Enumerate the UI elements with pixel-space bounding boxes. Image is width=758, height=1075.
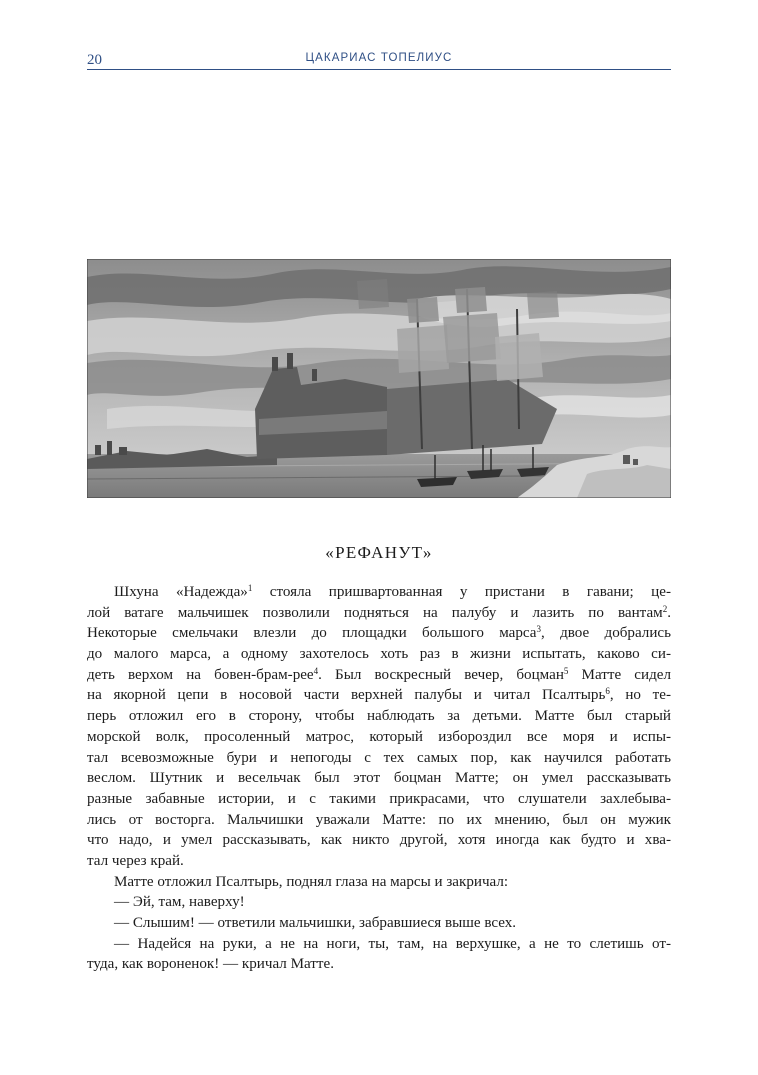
- sailing-ships-illustration: [87, 259, 671, 498]
- text-line: Шхуна «Надежда»$^1$ стояла пришвартованная у пристани в гавани; це-: [114, 583, 671, 600]
- text-line: разные забавные истории, и с такими прикрасами, что слушатели захлебыва-: [87, 790, 671, 807]
- page-number: 20: [87, 52, 102, 68]
- body-text: [87, 582, 671, 975]
- text-line: лой ватаге мальчишек позволили подняться на палубу и лазить по вантам$^2$.: [87, 603, 671, 621]
- text-line: тал всевозможные бури и непогоды с тех самых пор, как научился работать: [87, 749, 671, 766]
- text-line: что надо, и умел рассказывать, как никто другой, хотя иногда как будто и хва-: [87, 832, 671, 849]
- text-line: до малого марса, а одному захотелось хоть раз в жизни испытать, каково си-: [87, 646, 671, 663]
- text-line: Некоторые смельчаки влезли до площадки большого марса$^3$, двое добрались: [87, 624, 671, 642]
- text-line: деть верхом на бовен-брам-рее$^4$. Был воскресный вечер, боцман$^5$ Матте сидел: [87, 665, 671, 683]
- text-line: веслом. Шутник и весельчак был этот боцман Матте; он умел рассказывать: [87, 770, 671, 787]
- footnote-marker[interactable]: 3: [536, 624, 542, 635]
- text-line: — Надейся на руки, а не на ноги, ты, там, на верхушке, а не то слетишь от-: [114, 935, 671, 952]
- text-line: перь отложил его в сторону, чтобы наблюдать за детьми. Матте был старый: [87, 708, 671, 725]
- footnote-marker[interactable]: 5: [563, 665, 569, 676]
- text-line: на якорной цепи в носовой части верхней палубы и читал Псалтырь$^6$, но те-: [87, 686, 671, 704]
- sailing-ships-harbor-engraving-icon: [87, 259, 671, 498]
- page-header: [87, 48, 671, 70]
- footnote-marker[interactable]: 4: [313, 665, 319, 676]
- footnote-marker[interactable]: 6: [605, 686, 610, 697]
- footnote-marker[interactable]: 1: [247, 583, 253, 593]
- text-line: — Эй, там, наверху!: [114, 894, 245, 911]
- chapter-title: «РЕФАНУТ»: [325, 543, 433, 562]
- header-rule: [87, 69, 671, 70]
- text-line: Матте отложил Псалтырь, поднял глаза на марсы и закричал:: [114, 873, 509, 890]
- text-line: лись от восторга. Мальчишки уважали Матте: по их мнению, был он мужик: [87, 811, 671, 828]
- text-line: морской волк, просоленный матрос, который избороздил все моря и испы-: [87, 728, 671, 745]
- footnote-marker[interactable]: 2: [662, 603, 668, 614]
- running-title: ЦАКАРИАС ТОПЕЛИУС: [305, 52, 453, 64]
- text-line: туда, как вороненок! — кричал Матте.: [87, 956, 334, 973]
- text-line: — Слышим! — ответили мальчишки, забравшиеся выше всех.: [114, 915, 517, 931]
- text-line: тал через край.: [87, 852, 184, 869]
